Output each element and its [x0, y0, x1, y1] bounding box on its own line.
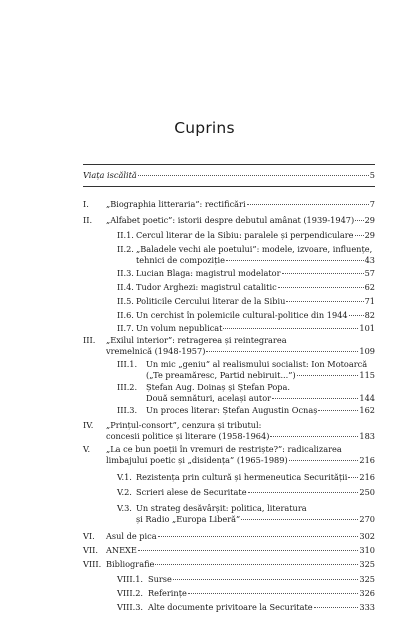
toc-entry	[117, 588, 375, 598]
toc-number: VIII.1.	[117, 574, 144, 584]
toc-page: 43	[364, 255, 375, 265]
toc-label: Referințe	[148, 588, 187, 598]
toc-entry	[117, 359, 375, 369]
toc-page: 333	[359, 602, 375, 612]
toc-label: Surse	[148, 574, 172, 584]
page-title: Cuprins	[174, 119, 235, 137]
dot-leader	[289, 460, 359, 461]
toc-page: 250	[359, 487, 375, 497]
toc-entry	[117, 405, 375, 415]
toc-entry	[117, 268, 375, 278]
toc-number: II.7.	[117, 323, 134, 333]
toc-number: V.3.	[117, 503, 132, 513]
toc-number: IV.	[83, 420, 94, 430]
toc-page: 302	[359, 531, 375, 541]
toc-number: III.	[83, 335, 96, 345]
toc-page: 57	[364, 268, 375, 278]
toc-page: 29	[364, 230, 375, 240]
toc-label: „Biographia litteraria”: rectificări	[106, 199, 246, 209]
toc-number: II.4.	[117, 282, 134, 292]
toc-number: II.1.	[117, 230, 134, 240]
toc-label: Ștefan Aug. Doinaș și Ștefan Popa.	[146, 382, 291, 392]
dot-leader	[349, 315, 364, 316]
toc-entry	[136, 514, 375, 524]
dot-leader	[286, 301, 363, 302]
toc-label: și Radio „Europa Liberă”	[136, 514, 241, 524]
toc-page: 325	[359, 574, 375, 584]
toc-entry	[117, 602, 375, 612]
toc-label: Un mic „geniu” al realismului socialist: Ion Motoarcă	[146, 359, 368, 369]
toc-label: „La ce bun poeții în vremuri de restriște?”: radicalizarea	[106, 444, 342, 454]
toc-page: 5	[369, 170, 375, 180]
toc-label: Tudor Arghezi: magistrul catalitic	[136, 282, 277, 292]
toc-label: Viața iscălită	[83, 170, 137, 180]
toc-entry	[83, 215, 375, 225]
toc-page: 71	[364, 296, 375, 306]
toc-entry	[117, 296, 375, 306]
dot-leader	[226, 260, 364, 261]
dot-leader	[138, 175, 369, 176]
dot-leader	[355, 220, 363, 221]
toc-entry	[117, 503, 375, 513]
toc-page: 325	[359, 559, 375, 569]
toc-entry	[106, 346, 375, 356]
toc-number: I.	[83, 199, 89, 209]
toc-number: V.	[83, 444, 91, 454]
dot-leader	[270, 436, 358, 437]
dot-leader	[138, 550, 359, 551]
dot-leader	[348, 477, 358, 478]
dot-leader	[173, 579, 359, 580]
toc-entry	[83, 444, 375, 454]
toc-label: Un volum nepublicat	[136, 323, 223, 333]
toc-number: II.	[83, 215, 93, 225]
toc-number: VIII.3.	[117, 602, 144, 612]
dot-leader	[314, 607, 359, 608]
dot-leader	[248, 492, 359, 493]
toc-number: II.5.	[117, 296, 134, 306]
toc-entry	[117, 472, 375, 482]
toc-entry	[83, 545, 375, 555]
toc-label: Scrieri alese de Securitate	[136, 487, 247, 497]
top-divider	[83, 164, 375, 165]
toc-page: 310	[359, 545, 375, 555]
toc-label: („Te preamăresc, Partid nebiruit...”)	[146, 370, 296, 380]
dot-leader	[278, 287, 364, 288]
toc-label: „Baladele vechi ale poetului”: modele, izvoare, influențe,	[136, 244, 373, 254]
toc-page: 109	[359, 346, 375, 356]
dot-leader	[223, 328, 358, 329]
toc-number: III.3.	[117, 405, 138, 415]
toc-page: 183	[359, 431, 375, 441]
dot-leader	[241, 519, 358, 520]
toc-page: 216	[359, 472, 375, 482]
dot-leader	[272, 398, 358, 399]
toc-entry	[83, 559, 375, 569]
toc-label: vremelnică (1948-1957)	[106, 346, 206, 356]
toc-label: limbajului poetic și „disidența” (1965-1989)	[106, 455, 288, 465]
toc-entry	[117, 574, 375, 584]
toc-entry	[83, 335, 375, 345]
toc-label: Un proces literar: Ștefan Augustin Ocnaș	[146, 405, 318, 415]
toc-label: Bibliografie	[106, 559, 155, 569]
dot-leader	[247, 204, 369, 205]
toc-page: 326	[359, 588, 375, 598]
dot-leader	[318, 410, 358, 411]
toc-number: VIII.2.	[117, 588, 144, 598]
toc-label: Asul de pica	[106, 531, 157, 541]
toc-number: V.2.	[117, 487, 132, 497]
toc-page: 62	[364, 282, 375, 292]
dot-leader	[158, 536, 359, 537]
toc-entry	[106, 431, 375, 441]
toc-entry	[117, 382, 375, 392]
toc-number: III.1.	[117, 359, 138, 369]
toc-number: V.1.	[117, 472, 132, 482]
toc-number: III.2.	[117, 382, 138, 392]
toc-entry	[117, 230, 375, 240]
toc-entry	[117, 310, 375, 320]
toc-number: VIII.	[83, 559, 102, 569]
toc-label: Politicile Cercului literar de la Sibiu	[136, 296, 286, 306]
toc-page: 101	[359, 323, 375, 333]
dot-leader	[282, 273, 364, 274]
toc-page: 115	[359, 370, 375, 380]
toc-label: tehnici de compoziție	[136, 255, 225, 265]
toc-page: 162	[359, 405, 375, 415]
toc-entry	[83, 531, 375, 541]
toc-page: 216	[359, 455, 375, 465]
toc-label: concesii politice și literare (1958-1964)	[106, 431, 270, 441]
dot-leader	[355, 235, 364, 236]
dot-leader	[206, 351, 358, 352]
toc-label: Rezistența prin cultură și hermeneutica Securității	[136, 472, 348, 482]
toc-label: „Alfabet poetic”: istorii despre debutul amânat (1939-1947)	[106, 215, 355, 225]
preface-divider	[83, 186, 375, 187]
toc-page: 144	[359, 393, 375, 403]
dot-leader	[188, 593, 359, 594]
toc-number: II.3.	[117, 268, 134, 278]
toc-page: 270	[359, 514, 375, 524]
toc-page: 7	[369, 199, 375, 209]
toc-entry	[83, 420, 375, 430]
toc-label: Cercul literar de la Sibiu: paralele și perpendiculare	[136, 230, 354, 240]
toc-entry	[146, 393, 375, 403]
toc-entry	[106, 455, 375, 465]
dot-leader	[297, 375, 359, 376]
dot-leader	[155, 564, 358, 565]
toc-preface	[83, 170, 375, 180]
toc-number: VII.	[83, 545, 98, 555]
toc-label: „Exilul interior”: retragerea și reintegrarea	[106, 335, 287, 345]
toc-label: Un strateg desăvârșit: politica, literatura	[136, 503, 307, 513]
toc-entry	[117, 323, 375, 333]
toc-label: Două semnături, același autor	[146, 393, 272, 403]
toc-entry	[117, 244, 375, 254]
toc-label: Un cerchist în polemicile cultural-politice din 1944	[136, 310, 348, 320]
toc-entry	[117, 487, 375, 497]
toc-entry	[146, 370, 375, 380]
toc-entry	[117, 282, 375, 292]
toc-number: II.6.	[117, 310, 134, 320]
toc-entry	[83, 199, 375, 209]
toc-label: Lucian Blaga: magistrul modelator	[136, 268, 281, 278]
toc-number: VI.	[83, 531, 95, 541]
toc-label: Alte documente privitoare la Securitate	[148, 602, 313, 612]
toc-label: „Prințul-consort”, cenzura și tributul:	[106, 420, 262, 430]
toc-number: II.2.	[117, 244, 134, 254]
toc-page: 82	[364, 310, 375, 320]
toc-label: ANEXE	[106, 545, 137, 555]
toc-page: 29	[364, 215, 375, 225]
toc-entry	[136, 255, 375, 265]
